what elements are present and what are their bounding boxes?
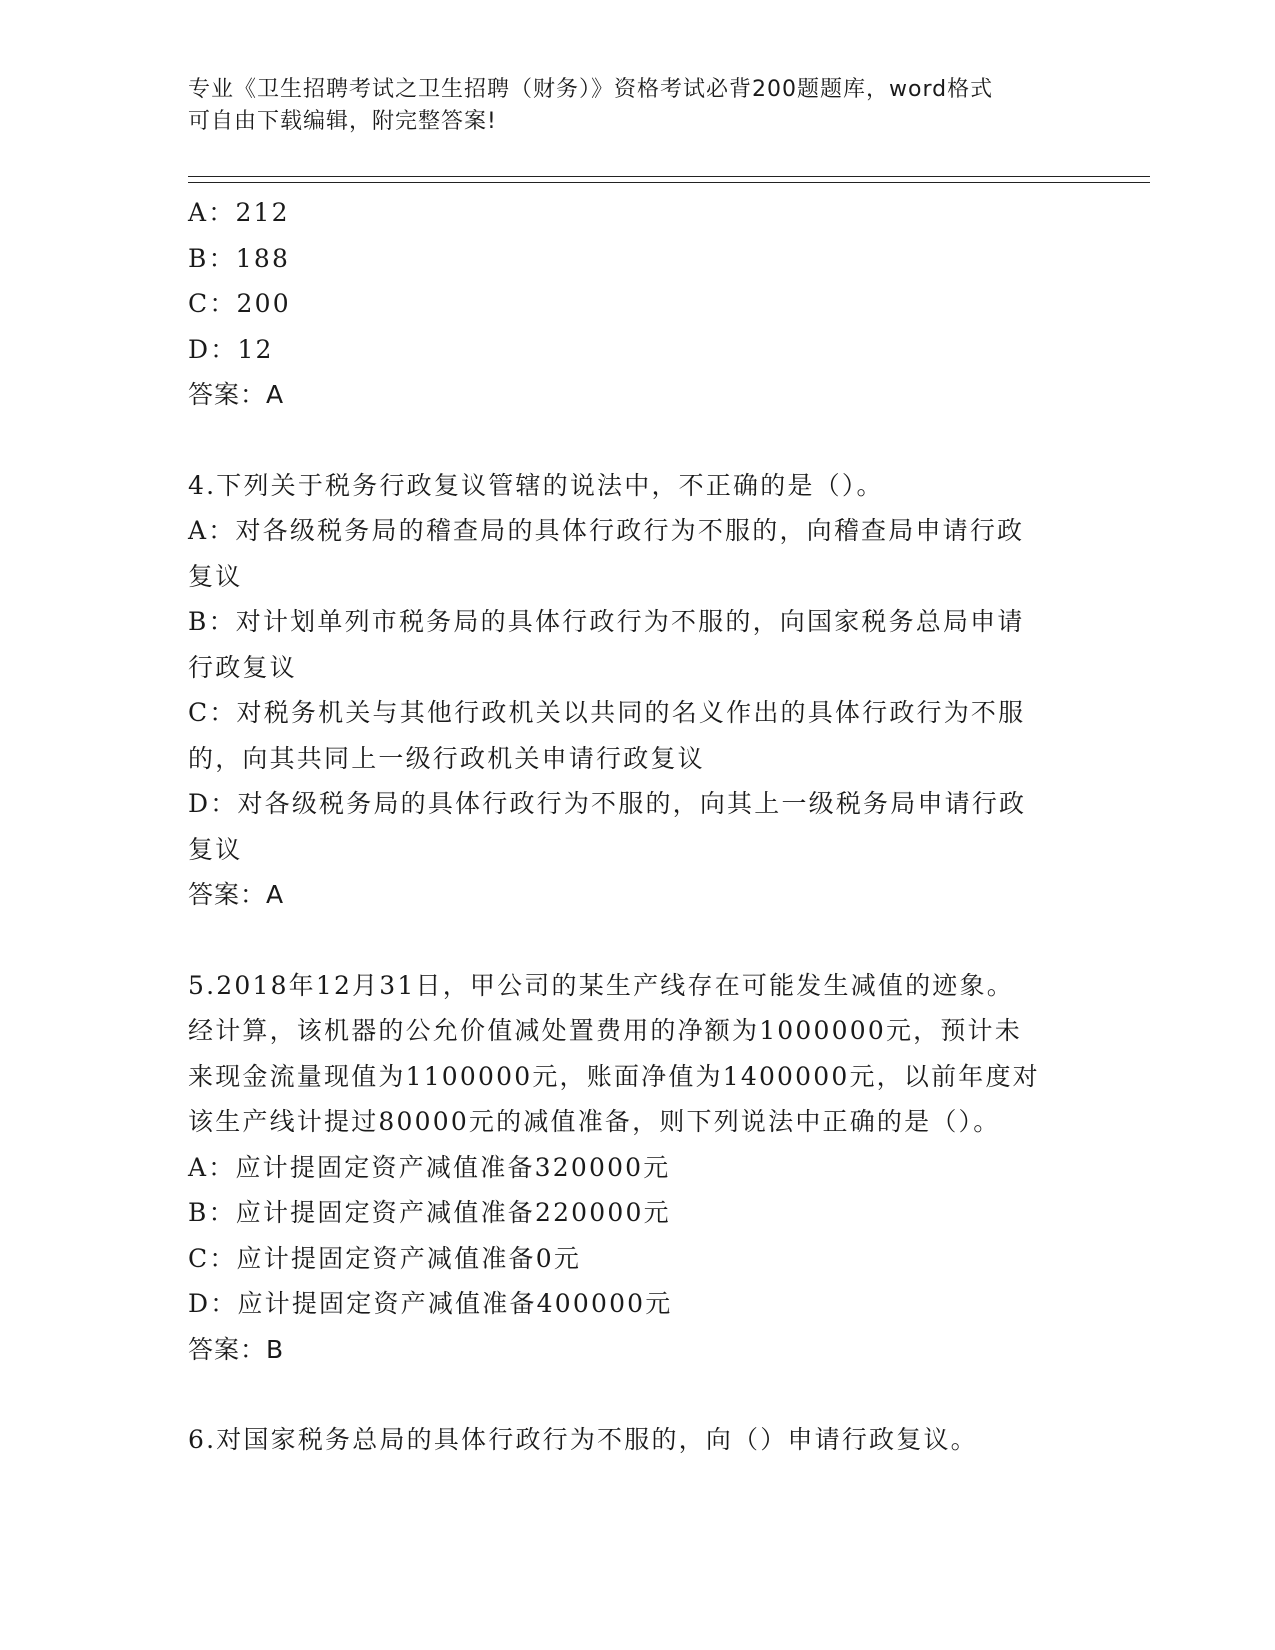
- document-body: [188, 190, 1088, 1463]
- option-b-line-2: 行政复议: [188, 652, 297, 682]
- answer-line: 答案：A: [188, 380, 285, 409]
- question-stem: 6.对国家税务总局的具体行政行为不服的，向（）申请行政复议。: [188, 1425, 978, 1454]
- spacer: [188, 1372, 1088, 1417]
- spacer: [188, 918, 1088, 963]
- option-d-line-2: 复议: [188, 834, 243, 864]
- question-3: [188, 190, 1088, 418]
- option-b-line-1: B：对计划单列市税务局的具体行政行为不服的，向国家税务总局申请: [188, 607, 1025, 636]
- question-stem: 4.下列关于税务行政复议管辖的说法中，不正确的是（）。: [188, 470, 884, 500]
- header-title-line-1: 专业《卫生招聘考试之卫生招聘（财务）》资格考试必背200题题库，word格式: [188, 77, 994, 102]
- answer-line: 答案：B: [188, 1334, 285, 1364]
- option-c: C：200: [188, 289, 291, 318]
- option-c-line-1: C：对税务机关与其他行政机关以共同的名义作出的具体行政行为不服: [188, 698, 1026, 727]
- option-c: C：应计提固定资产减值准备0元: [188, 1243, 582, 1273]
- document-header: [188, 74, 1088, 138]
- spacer: [188, 418, 1088, 463]
- question-4: [188, 463, 1088, 918]
- question-stem-line-3: 来现金流量现值为1100000元，账面净值为1400000元，以前年度对: [188, 1061, 1040, 1091]
- question-stem-line-1: 5.2018年12月31日，甲公司的某生产线存在可能发生减值的迹象。: [188, 970, 1014, 1000]
- option-a-line-2: 复议: [188, 561, 243, 591]
- option-a: A：应计提固定资产减值准备320000元: [188, 1152, 671, 1182]
- option-b: B：188: [188, 243, 291, 273]
- option-c-line-2: 的，向其共同上一级行政机关申请行政复议: [188, 743, 705, 773]
- question-5: [188, 963, 1088, 1373]
- header-divider-bottom: [188, 182, 1150, 183]
- header-title-line-2: 可自由下载编辑，附完整答案!: [188, 109, 497, 134]
- question-stem-line-4: 该生产线计提过80000元的减值准备，则下列说法中正确的是（）。: [188, 1107, 1001, 1136]
- option-d: D：12: [188, 334, 274, 364]
- option-a: A：212: [188, 198, 290, 227]
- question-stem-line-2: 经计算，该机器的公允价值减处置费用的净额为1000000元，预计未: [188, 1016, 1022, 1045]
- option-d-line-1: D：对各级税务局的具体行政行为不服的，向其上一级税务局申请行政: [188, 789, 1027, 818]
- header-divider-top: [188, 176, 1150, 177]
- answer-line: 答案：A: [188, 880, 285, 909]
- option-a-line-1: A：对各级税务局的稽查局的具体行政行为不服的，向稽查局申请行政: [188, 516, 1025, 545]
- option-d: D：应计提固定资产减值准备400000元: [188, 1289, 673, 1318]
- question-6: [188, 1417, 1088, 1463]
- option-b: B：应计提固定资产减值准备220000元: [188, 1198, 671, 1227]
